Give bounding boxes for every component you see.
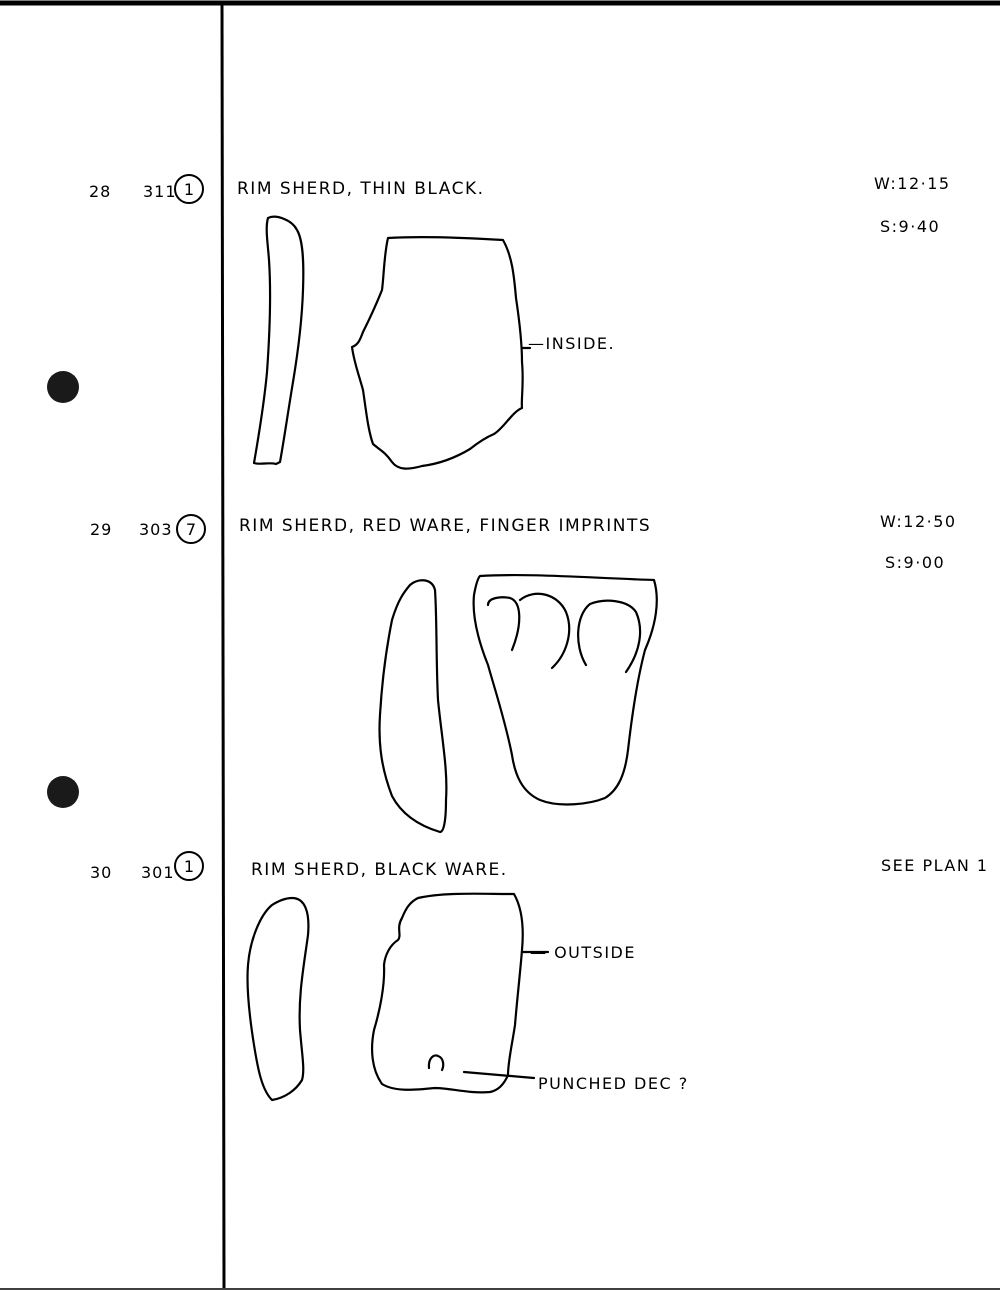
context-ref: 311 xyxy=(143,182,177,201)
annotation-punched: PUNCHED DEC ? xyxy=(538,1074,689,1093)
entry-number: 29 xyxy=(90,520,113,539)
entry-description: RIM SHERD, RED WARE, FINGER IMPRINTS xyxy=(239,516,652,536)
sherd-28-face-drawing xyxy=(352,237,523,468)
see-plan-note: SEE PLAN 1 xyxy=(881,856,989,875)
circled-layer-number: 1 xyxy=(174,174,204,204)
context-ref: 303 xyxy=(139,520,173,539)
annotation-outside: — OUTSIDE xyxy=(530,943,636,962)
punched-leader-line xyxy=(464,1072,534,1078)
sherd-30-profile-drawing xyxy=(247,898,308,1100)
measure-s: S:9·00 xyxy=(885,553,946,572)
measure-s: S:9·40 xyxy=(880,217,941,236)
circled-layer-number: 7 xyxy=(176,514,206,544)
annotation-inside: —INSIDE. xyxy=(528,334,616,353)
sherd-30-face-drawing xyxy=(372,894,523,1093)
entry-number: 28 xyxy=(89,182,112,201)
entry-description: RIM SHERD, BLACK WARE. xyxy=(251,860,508,880)
finger-imprint-2 xyxy=(520,594,569,668)
context-ref: 301 xyxy=(141,863,175,882)
entry-number: 30 xyxy=(90,863,113,882)
sherd-29-profile-drawing xyxy=(380,580,447,832)
measure-w: W:12·50 xyxy=(880,512,957,531)
measure-w: W:12·15 xyxy=(874,174,951,193)
punched-decoration-mark xyxy=(429,1056,443,1071)
circled-layer-number: 1 xyxy=(174,851,204,881)
finger-imprint-1 xyxy=(488,597,519,650)
sherd-28-profile-drawing xyxy=(254,217,303,464)
finger-imprint-3 xyxy=(578,601,640,672)
entry-description: RIM SHERD, THIN BLACK. xyxy=(237,179,485,199)
